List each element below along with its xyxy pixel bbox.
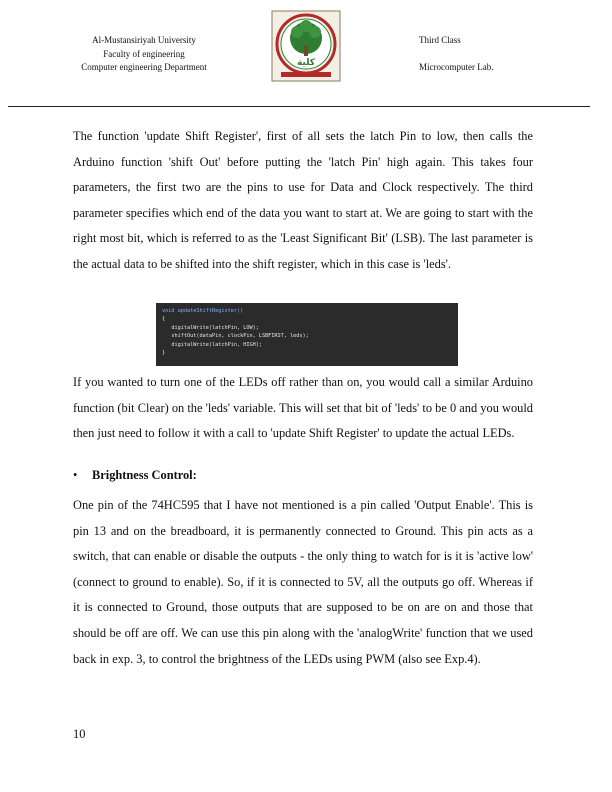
code-line: shiftOut(dataPin, clockPin, LSBFIRST, leds); [162, 333, 309, 340]
page-number: 10 [73, 727, 86, 741]
paragraph-shift-register: The function 'update Shift Register', first of all sets the latch Pin to low, then calls the Arduino function 'shift Out' before putting the 'latch Pin' high again. This takes four parameters, the first two are the pins to use for Data and Clock respectively. The third parameter specifies which end of the data you want to start at. We are going to start with the right most bit, which is referred to as the 'Least Significant Bit' (LSB). The last parameter is the actual data to be shifted into the shift register, which in this case is 'leds'. [73, 129, 533, 271]
header-course [419, 34, 493, 75]
section-heading-text: Brightness Control: [92, 468, 197, 482]
paragraph-bit-clear: If you wanted to turn one of the LEDs off rather than on, you would call a similar Arduino function (bit Clear) on the 'leds' variable. This will set that bit of 'leds' to be 0 and you would then just need to follow it with a call to 'update Shift Register' to update the actual LEDs. [73, 375, 533, 441]
code-line: { [162, 316, 166, 323]
section-heading-brightness [73, 468, 197, 483]
logo-arabic-text: كلية [296, 58, 316, 68]
code-line: void updateShiftRegister() [162, 308, 244, 314]
header-divider [8, 106, 590, 107]
code-snippet [156, 303, 458, 366]
code-line: } [162, 350, 166, 357]
lab-label: Microcomputer Lab. [419, 62, 494, 72]
paragraph-output-enable: One pin of the 74HC595 that I have not mentioned is a pin called 'Output Enable'. This is pin 13 and on the breadboard, it is permanently connected to Ground. This pin acts as a switch, that can enable or disable the outputs - the only thing to watch for is it is 'active low' (connect to ground to enable). So, if it is connected to 5V, all the outputs go off. Whereas if it is connected to Ground, those outputs that are supposed to be on are on and those that should be off are off. We can use this pin along with the 'analogWrite' function that we used back in exp. 3, to control the brightness of the LEDs using PWM (also see Exp.4). [73, 498, 533, 666]
header-university [60, 34, 228, 75]
university-logo [271, 10, 341, 82]
department-name: Computer engineering Department [81, 62, 207, 72]
bullet-icon: • [73, 468, 78, 482]
code-line: digitalWrite(latchPin, LOW); [162, 324, 259, 331]
university-name: Al-Mustansiriyah University [92, 35, 196, 45]
faculty-name: Faculty of engineering [103, 48, 185, 59]
code-line: digitalWrite(latchPin, HIGH); [162, 341, 262, 348]
class-label: Third Class [419, 35, 461, 45]
